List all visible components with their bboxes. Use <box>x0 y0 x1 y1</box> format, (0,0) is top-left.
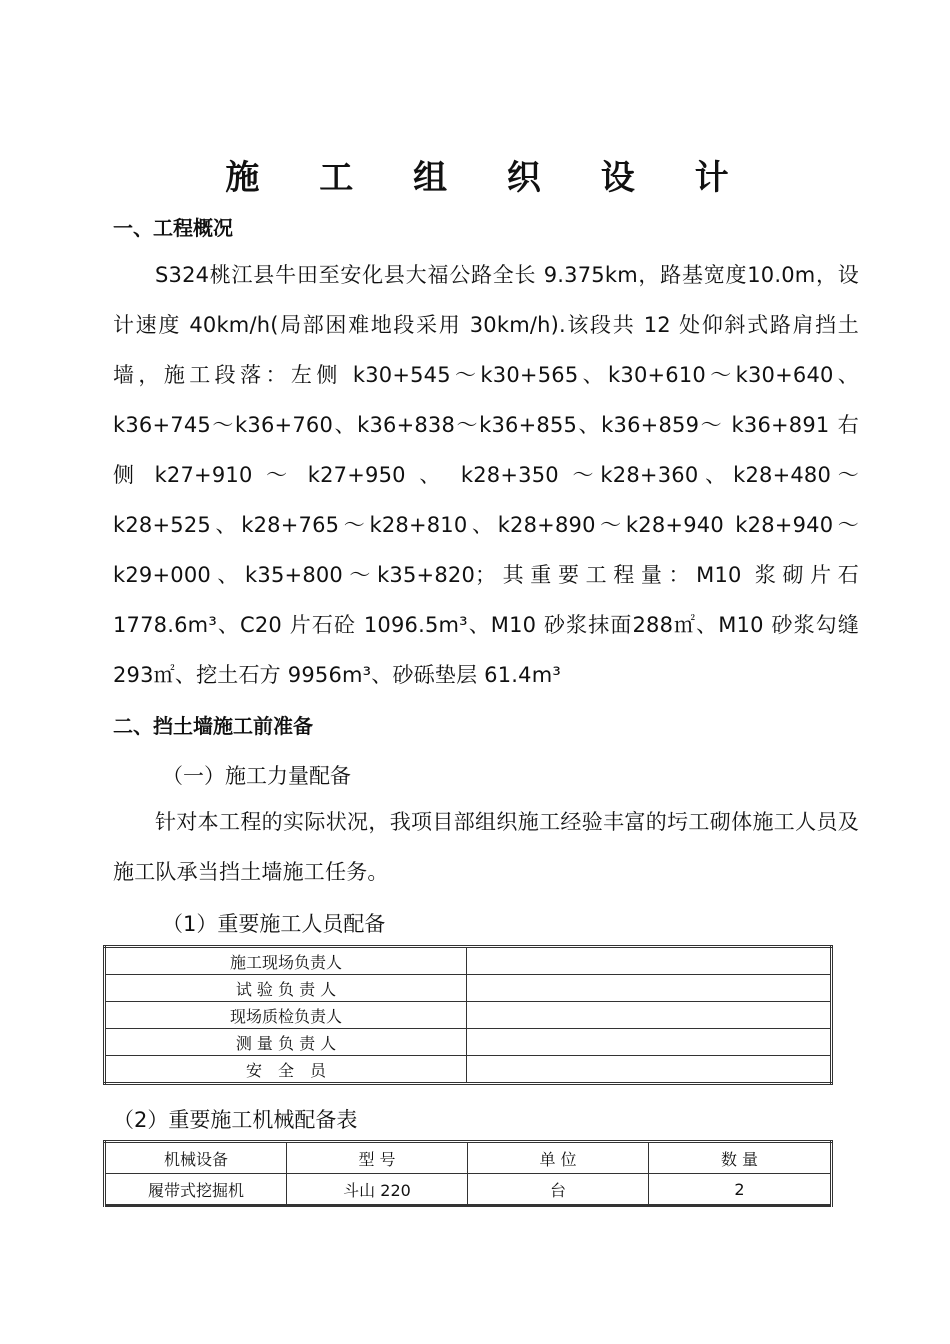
table-row <box>105 1029 832 1056</box>
cell: 履带式挖掘机 <box>105 1174 287 1206</box>
section-2-heading: 二、挡土墙施工前准备 <box>113 714 313 738</box>
name-cell <box>467 1002 832 1029</box>
subsection-1-heading: （一）施工力量配备 <box>162 764 351 788</box>
machinery-table <box>103 1140 833 1207</box>
cell: 2 <box>649 1174 832 1206</box>
role-cell: 试 验 负 责 人 <box>105 975 467 1002</box>
header-cell: 数 量 <box>649 1142 832 1174</box>
header-cell: 机械设备 <box>105 1142 287 1174</box>
table-row <box>105 1002 832 1029</box>
role-cell: 现场质检负责人 <box>105 1002 467 1029</box>
table-header-row <box>105 1142 832 1174</box>
header-cell: 单 位 <box>468 1142 649 1174</box>
name-cell <box>467 1029 832 1056</box>
personnel-table <box>103 945 833 1085</box>
section-1-heading: 一、工程概况 <box>113 216 233 240</box>
section-1-paragraph: S324桃江县牛田至安化县大福公路全长 9.375km，路基宽度10.0m，设计速度 40km/h(局部困难地段采用 30km/h).该段共 12 处仰斜式路肩挡土墙，施工段落：左侧 k30+545～k30+565、k30+610～k30+640、k36+745～k36+760、k36+838～k36+855、k36+859～ k36+891 右侧 k27+910 ～ k27+950 、 k28+350 ～k28+360、k28+480～k28+525、k28+765～k28+810、k28+890～k28+940 k28+940～k29+000、k35+800～k35+820；其重要工程量：M10 浆砌片石 1778.6m³、C20 片石砼 1096.5m³、M10 砂浆抹面288㎡、M10 砂浆勾缝 293㎡、挖土石方 9956m³、砂砾垫层 61.4m³ <box>113 263 859 687</box>
name-cell <box>467 947 832 975</box>
name-cell <box>467 1056 832 1084</box>
role-cell: 测 量 负 责 人 <box>105 1029 467 1056</box>
table-row <box>105 1174 832 1206</box>
name-cell <box>467 975 832 1002</box>
cell: 台 <box>468 1174 649 1206</box>
table-1-title: （1）重要施工人员配备 <box>162 912 386 936</box>
table-2-title: （2）重要施工机械配备表 <box>113 1108 358 1132</box>
table-row <box>105 975 832 1002</box>
table-row <box>105 947 832 975</box>
cell: 斗山 220 <box>287 1174 468 1206</box>
role-cell: 施工现场负责人 <box>105 947 467 975</box>
document-title: 施 工 组 织 设 计 <box>225 158 753 198</box>
section-2-paragraph: 针对本工程的实际状况，我项目部组织施工经验丰富的圬工砌体施工人员及施工队承当挡土墙施工任务。 <box>113 810 859 884</box>
table-row <box>105 1056 832 1084</box>
role-cell: 安 全 员 <box>105 1056 467 1084</box>
header-cell: 型 号 <box>287 1142 468 1174</box>
